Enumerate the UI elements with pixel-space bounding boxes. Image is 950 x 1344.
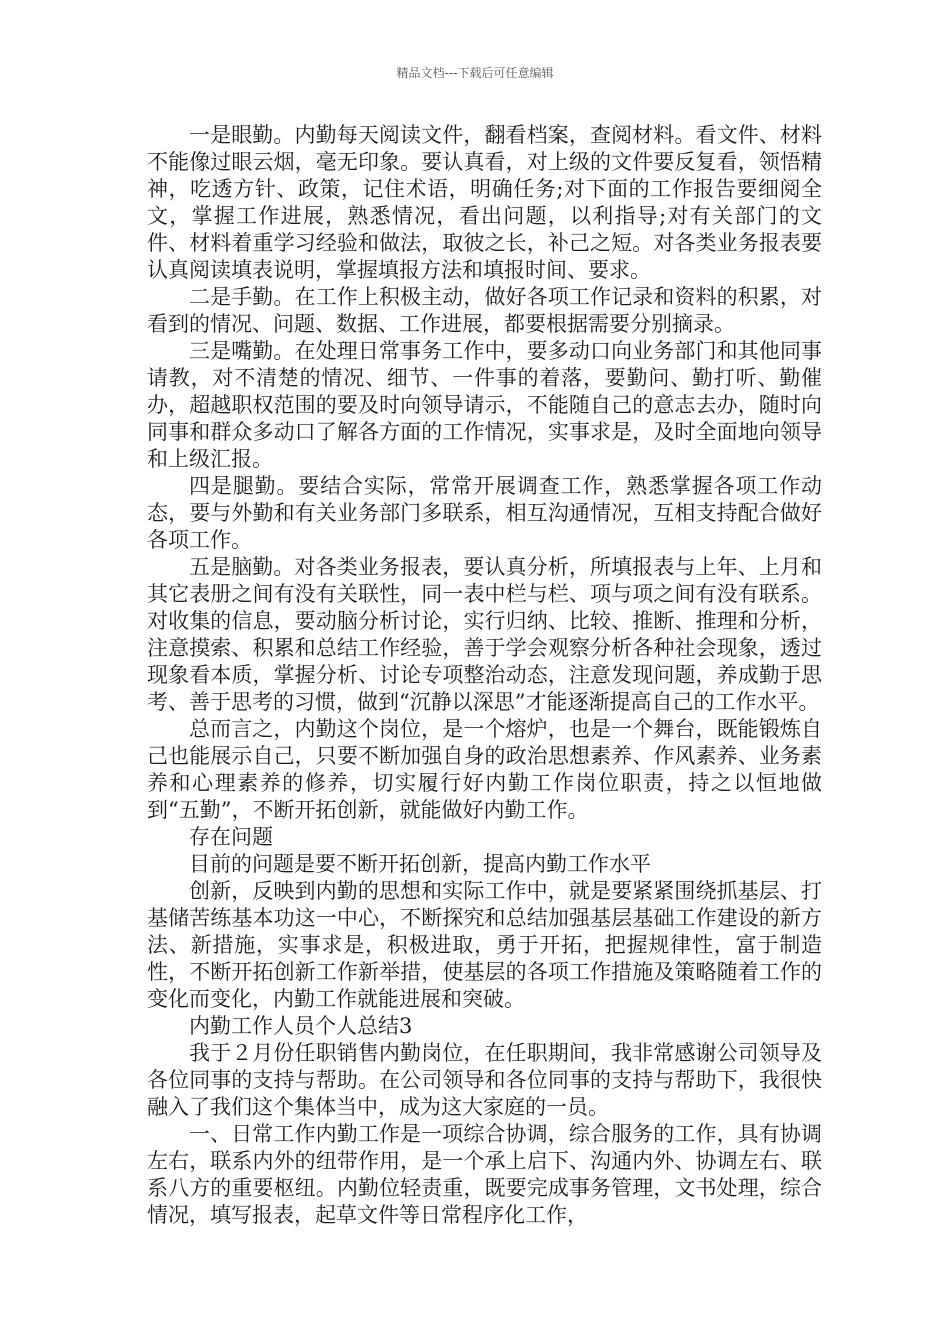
document-body bbox=[147, 122, 822, 1229]
paragraph-daily-work: 一、日常工作内勤工作是一项综合协调，综合服务的工作，具有协调左右，联系内外的纽带作用，是一个承上启下、沟通内外、协调左右、联系八方的重要枢纽。内勤位轻责重，既要完成事务管理，文书处理，综合情况，填写报表，起草文件等日常程序化工作， bbox=[147, 1122, 822, 1227]
paragraph-brain-diligence: 五是脑勤。对各类业务报表，要认真分析，所填报表与上年、上月和其它表册之间有没有关联性，同一表中栏与栏、项与项之间有没有联系。对收集的信息，要动脑分析讨论，实行归纳、比较、推断、推理和分析，注意摸索、积累和总结工作经验，善于学会观察分析各种社会现象，透过现象看本质，掌握分析、讨论专项整治动态，注意发现问题，养成勤于思考、善于思考的习惯，做到“沉静以深思”才能逐渐提高自己的工作水平。 bbox=[147, 555, 822, 714]
paragraph-innovation: 创新，反映到内勤的思想和实际工作中，就是要紧紧围绕抓基层、打基储苦练基本功这一中心，不断探究和总结加强基层基础工作建设的新方法、新措施，实事求是，积极进取，勇于开拓，把握规律性，富于制造性，不断开拓创新工作新举措，使基层的各项工作措施及策略随着工作的变化而变化，内勤工作就能进展和突破。 bbox=[147, 879, 822, 1011]
page-header: 精品文档---下载后可任意编辑 bbox=[396, 66, 554, 80]
paragraph-leg-diligence: 四是腿勤。要结合实际，常常开展调查工作，熟悉掌握各项工作动态，要与外勤和有关业务部门多联系，相互沟通情况，互相支持配合做好各项工作。 bbox=[147, 474, 822, 552]
section-heading-summary-3: 内勤工作人员个人总结3 bbox=[189, 1014, 413, 1038]
paragraph-hand-diligence: 二是手勤。在工作上积极主动，做好各项工作记录和资料的积累，对看到的情况、问题、数据、工作进展，都要根据需要分别摘录。 bbox=[147, 285, 822, 336]
paragraph-introduction: 我于２月份任职销售内勤岗位，在任职期间，我非常感谢公司领导及各位同事的支持与帮助。在公司领导和各位同事的支持与帮助下，我很快融入了我们这个集体当中，成为这大家庭的一员。 bbox=[147, 1041, 822, 1119]
paragraph-summary: 总而言之，内勤这个岗位，是一个熔炉，也是一个舞台，既能锻炼自己也能展示自己，只要不断加强自身的政治思想素养、作风素养、业务素养和心理素养的修养，切实履行好内勤工作岗位职责，持之以恒地做到“五勤”，不断开拓创新，就能做好内勤工作。 bbox=[147, 717, 822, 822]
section-heading-problems: 存在问题 bbox=[189, 825, 273, 849]
paragraph-mouth-diligence: 三是嘴勤。在处理日常事务工作中，要多动口向业务部门和其他同事请教，对不清楚的情况、细节、一件事的着落，要勤问、勤打听、勤催办，超越职权范围的要及时向领导请示，不能随自己的意志去办，随时向同事和群众多动口了解各方面的工作情况，实事求是，及时全面地向领导和上级汇报。 bbox=[147, 339, 822, 471]
paragraph-current-problem: 目前的问题是要不断开拓创新，提高内勤工作水平 bbox=[189, 852, 651, 876]
paragraph-eye-diligence: 一是眼勤。内勤每天阅读文件，翻看档案，查阅材料。看文件、材料不能像过眼云烟，毫无印象。要认真看，对上级的文件要反复看，领悟精神，吃透方针、政策，记住术语，明确任务;对下面的工作报告要细阅全文，掌握工作进展，熟悉情况，看出问题，以利指导;对有关部门的文件、材料着重学习经验和做法，取彼之长，补己之短。对各类业务报表要认真阅读填表说明，掌握填报方法和填报时间、要求。 bbox=[147, 123, 822, 282]
